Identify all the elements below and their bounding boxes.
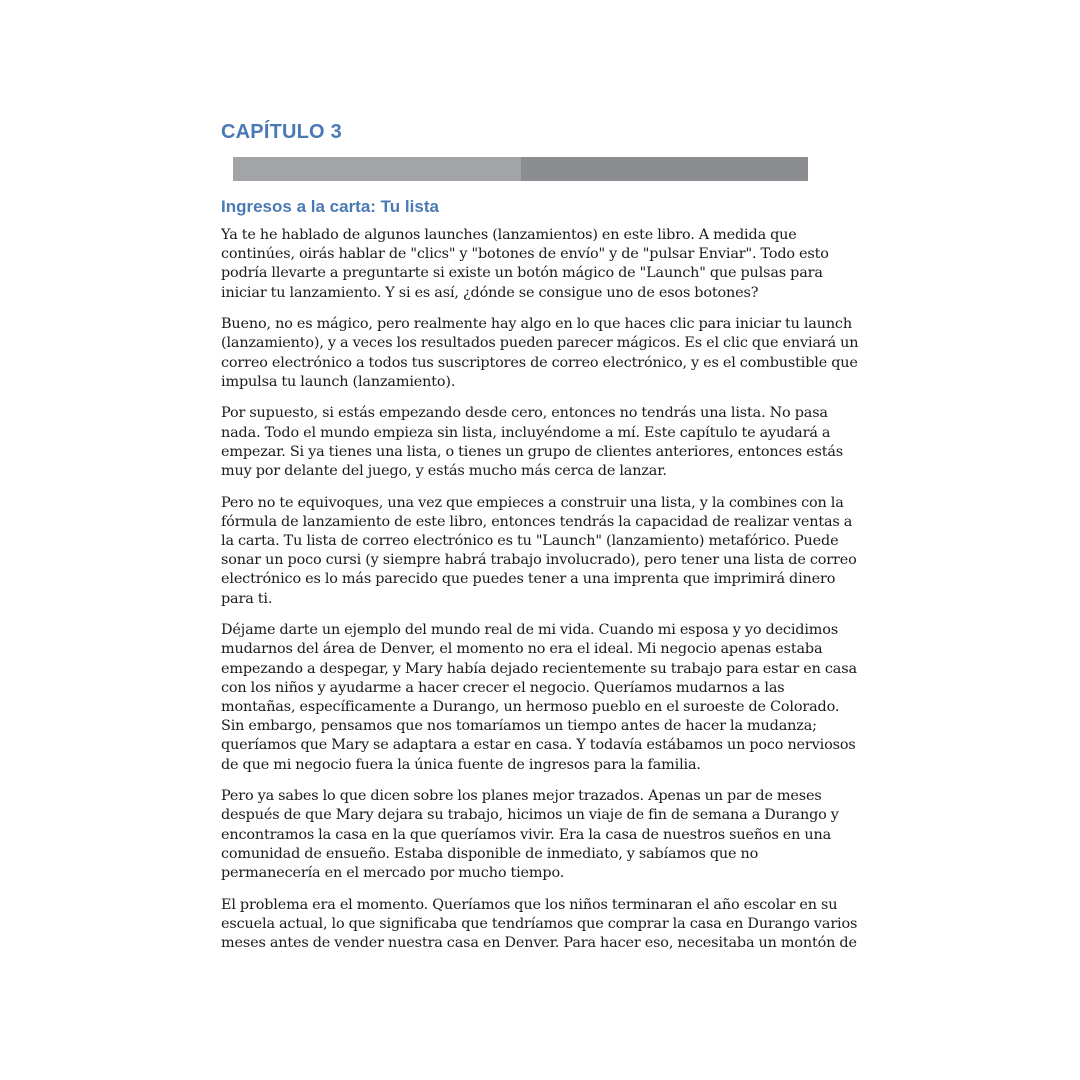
body-text — [221, 226, 861, 953]
section-title: Ingresos a la carta: Tu lista — [221, 197, 439, 216]
paragraph: Pero no te equivoques, una vez que empieces a construir una lista, y la combines con la fórmula de lanzamiento de este libro, entonces tendrás la capacidad de realizar ventas a la carta. Tu lista de correo electrónico es tu "Launch" (lanzamiento) metafórico. Puede sonar un poco cursi (y siempre habrá trabajo involucrado), pero tener una lista de correo electrónico es lo más parecido que puedes tener a una imprenta que imprimirá dinero para ti. — [221, 494, 857, 607]
paragraph: Déjame darte un ejemplo del mundo real de mi vida. Cuando mi esposa y yo decidimos mudarnos del área de Denver, el momento no era el ideal. Mi negocio apenas estaba empezando a despegar, y Mary había dejado recientemente su trabajo para estar en casa con los niños y ayudarme a hacer crecer el negocio. Queríamos mudarnos a las montañas, específicamente a Durango, un hermoso pueblo en el suroeste de Colorado. Sin embargo, pensamos que nos tomaríamos un tiempo antes de hacer la mudanza; queríamos que Mary se adaptara a estar en casa. Y todavía estábamos un poco nerviosos de que mi negocio fuera la única fuente de ingresos para la familia. — [221, 622, 857, 773]
chapter-divider — [233, 157, 808, 181]
paragraph: El problema era el momento. Queríamos que los niños terminaran el año escolar en su escuela actual, lo que significaba que tendríamos que comprar la casa en Durango varios meses antes de vender nuestra casa en Denver. Para hacer eso, necesitaba un montón de — [221, 896, 858, 952]
chapter-title: CAPÍTULO 3 — [221, 121, 342, 143]
document-page — [221, 118, 861, 966]
paragraph: Ya te he hablado de algunos launches (lanzamientos) en este libro. A medida que continúes, oirás hablar de "clics" y "botones de envío" y de "pulsar Enviar". Todo esto podría llevarte a preguntarte si existe un botón mágico de "Launch" que pulsas para iniciar tu lanzamiento. Y si es así, ¿dónde se consigue uno de esos botones? — [221, 227, 829, 301]
paragraph: Por supuesto, si estás empezando desde cero, entonces no tendrás una lista. No pasa nada. Todo el mundo empieza sin lista, incluyéndome a mí. Este capítulo te ayudará a empezar. Si ya tienes una lista, o tienes un grupo de clientes anteriores, entonces estás muy por delante del juego, y estás mucho más cerca de lanzar. — [221, 405, 844, 480]
divider-segment-right — [521, 157, 808, 181]
paragraph: Bueno, no es mágico, pero realmente hay algo en lo que haces clic para iniciar tu launch (lanzamiento), y a veces los resultados pueden parecer mágicos. Es el clic que enviará un correo electrónico a todos tus suscriptores de correo electrónico, y es el combustible que impulsa tu launch (lanzamiento). — [221, 316, 859, 390]
divider-segment-left — [233, 157, 521, 181]
paragraph: Pero ya sabes lo que dicen sobre los planes mejor trazados. Apenas un par de meses después de que Mary dejara su trabajo, hicimos un viaje de fin de semana a Durango y encontramos la casa en la que queríamos vivir. Era la casa de nuestros sueños en una comunidad de ensueño. Estaba disponible de inmediato, y sabíamos que no permanecería en el mercado por mucho tiempo. — [221, 788, 839, 882]
